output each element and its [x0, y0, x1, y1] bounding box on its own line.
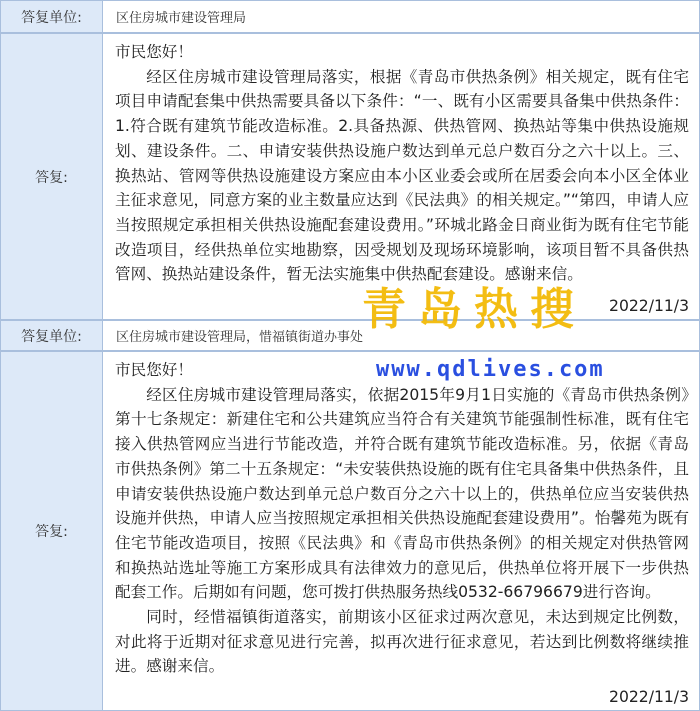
reply-date: 2022/11/3: [609, 688, 689, 706]
reply-unit-cell: [103, 0, 700, 33]
greeting-text: 市民您好！: [115, 361, 193, 379]
reply-unit-label: 答复单位:: [0, 320, 103, 351]
watermark-url: www.qdlives.com: [376, 357, 605, 382]
reply-answer-cell: [103, 33, 700, 320]
reply-unit-value: 区住房城市建设管理局，惜福镇街道办事处: [116, 330, 364, 345]
reply-answer-row: [0, 33, 700, 320]
reply-answer-label: 答复:: [0, 33, 103, 320]
reply-answer-cell: [103, 351, 700, 711]
reply-unit-value: 区住房城市建设管理局: [116, 11, 247, 26]
answer-paragraph: 经区住房城市建设管理局落实，根据《青岛市供热条例》相关规定，既有住宅项目申请配套集中供热需要具备以下条件：“一、既有小区需要具备集中供热条件：1.符合既有建筑节能改造标准。2.具备热源、供热管网、换热站等集中供热设施规划、建设条件。二、申请安装供热设施户数达到单元总户数百分之六十以上。三、换热站、管网等供热设施建设方案应由本小区业委会或所在居委会向本小区全体业主征求意见，同意方案的业主数量应达到《民法典》的相关规定。”“第四，申请人应当按照规定承担相关供热设施配套建设费用。”环城北路金日商业街为既有住宅节能改造项目，经供热单位实地勘察，因受规划及现场环境影响，该项目暂不具备供热管网、换热站建设条件，暂无法实施集中供热配套建设。感谢来信。: [115, 67, 689, 284]
reply-unit-label: 答复单位:: [0, 0, 103, 33]
reply-date: 2022/11/3: [609, 297, 689, 315]
reply-unit-row: [0, 320, 700, 351]
reply-answer-label: 答复:: [0, 351, 103, 711]
reply-unit-row: [0, 0, 700, 33]
greeting-text: 市民您好！: [115, 43, 193, 61]
reply-answer-row: [0, 351, 700, 711]
answer-paragraph: 经区住房城市建设管理局落实，依据2015年9月1日实施的《青岛市供热条例》第十七条规定：新建住宅和公共建筑应当符合有关建筑节能强制性标准，既有住宅接入供热管网应当进行节能改造，并符合既有建筑节能改造标准。另，依据《青岛市供热条例》第二十五条规定：“未安装供热设施的既有住宅具备集中供热条件，且申请安装供热设施户数达到单元总户数百分之六十以上的，供热单位应当安装供热设施并供热，申请人应当按照规定承担相关供热设施配套建设费用”。怡馨苑为既有住宅节能改造项目，按照《民法典》和《青岛市供热条例》的相关规定对供热管网和换热站选址等施工方案形成具有法律效力的意见后，供热单位将开展下一步供热配套工作。后期如有问题，您可拨打供热服务热线0532-66796679进行咨询。: [115, 385, 689, 602]
answer-paragraph: 同时，经惜福镇街道落实，前期该小区征求过两次意见，未达到规定比例数，对此将于近期对征求意见进行完善，拟再次进行征求意见，若达到比例数将继续推进。感谢来信。: [115, 608, 689, 676]
reply-answer-text: [115, 40, 689, 287]
watermark-title: 青岛热搜: [362, 284, 586, 335]
reply-answer-text: [115, 358, 689, 679]
